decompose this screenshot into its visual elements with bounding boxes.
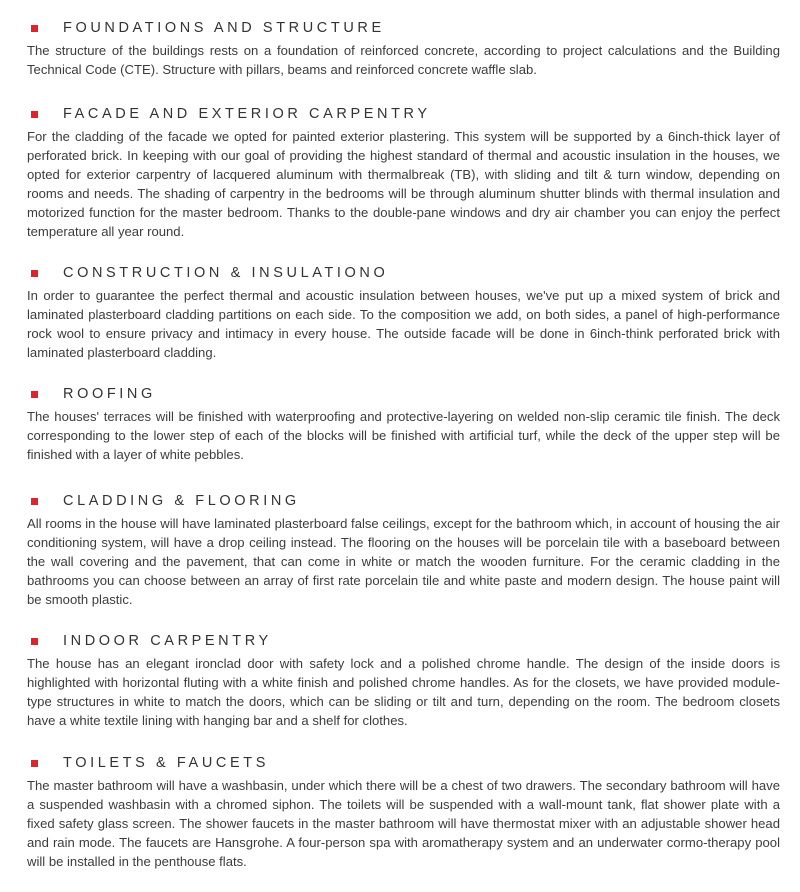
section-title: CLADDING & FLOORING: [63, 493, 300, 509]
red-square-bullet-icon: [31, 760, 38, 767]
section-heading: [27, 263, 782, 283]
section-body: The house has an elegant ironclad door with safety lock and a polished chrome handle. The design of the inside doors is highlighted with horizontal fluting with a white finish and polished chrome handles. As for the closets, we have provided module-type structures in white to match the doors, which can be sliding or tilt and turn, depending on the room. The bedroom closets have a white textile lining with hanging bar and a shelf for clothes.: [27, 656, 780, 728]
section-foundations-and-structure: [27, 18, 782, 104]
section-body: For the cladding of the facade we opted for painted exterior plastering. This system will be supported by a 6inch-thick layer of perforated brick. In keeping with our goal of providing the highest standard of thermal and acoustic insulation in the houses, we opted for exterior carpentry of lacquered aluminum with thermalbreak (TB), with sliding and tilt & turn window, depending on rooms and needs. The shading of carpentry in the bedrooms will be through aluminum shutter blinds with thermal insulation and motorized function for the master bedroom. Thanks to the double-pane windows and dry air chamber you can enjoy the perfect temperature all year round.: [27, 129, 780, 239]
section-title: CONSTRUCTION & INSULATIONO: [63, 265, 389, 281]
section-body: The master bathroom will have a washbasin, under which there will be a chest of two drawers. The secondary bathroom will have a suspended washbasin with a chromed siphon. The toilets will be suspended with a wall-mount tank, flat shower plate with a fixed safety glass screen. The shower faucets in the master bathroom will have thermostat mixer with an adjustable shower head and rain mode. The faucets are Hansgrohe. A four-person spa with aromatherapy system and an underwater cormo-therapy pool will be installed in the penthouse flats.: [27, 778, 780, 869]
red-square-bullet-icon: [31, 498, 38, 505]
section-heading: [27, 753, 782, 773]
section-title: ROOFING: [63, 386, 156, 402]
section-indoor-carpentry: [27, 631, 782, 753]
section-heading: [27, 384, 782, 404]
section-heading: [27, 631, 782, 651]
section-heading: [27, 491, 782, 511]
section-body: The houses' terraces will be finished with waterproofing and protective-layering on welded non-slip ceramic tile finish. The deck corresponding to the lower step of each of the blocks will be finished with artificial turf, while the deck of the upper step will be finished with a layer of white pebbles.: [27, 409, 780, 462]
red-square-bullet-icon: [31, 111, 38, 118]
red-square-bullet-icon: [31, 391, 38, 398]
section-title: TOILETS & FAUCETS: [63, 755, 269, 771]
red-square-bullet-icon: [31, 270, 38, 277]
section-construction-and-insulation: [27, 263, 782, 384]
section-title: FOUNDATIONS AND STRUCTURE: [63, 20, 385, 36]
section-heading: [27, 104, 782, 124]
section-title: INDOOR CARPENTRY: [63, 633, 272, 649]
section-body: In order to guarantee the perfect thermal and acoustic insulation between houses, we've put up a mixed system of brick and laminated plasterboard cladding partitions on each side. To the composition we add, on both sides, a panel of high-performance rock wool to ensure privacy and intimacy in every house. The outside facade will be done in 6inch-think perforated brick with laminated plasterboard cladding.: [27, 288, 780, 360]
section-title: FACADE AND EXTERIOR CARPENTRY: [63, 106, 431, 122]
section-toilets-and-faucets: [27, 753, 782, 869]
section-roofing: [27, 384, 782, 491]
section-body: The structure of the buildings rests on a foundation of reinforced concrete, according to project calculations and the Building Technical Code (CTE). Structure with pillars, beams and reinforced concrete waffle slab.: [27, 43, 780, 77]
section-facade-and-exterior-carpentry: [27, 104, 782, 263]
section-cladding-and-flooring: [27, 491, 782, 631]
section-heading: [27, 18, 782, 38]
red-square-bullet-icon: [31, 638, 38, 645]
red-square-bullet-icon: [31, 25, 38, 32]
section-body: All rooms in the house will have laminated plasterboard false ceilings, except for the bathroom which, in account of housing the air conditioning system, will have a drop ceiling instead. The flooring on the houses will be porcelain tile with a baseboard between the wall covering and the pavement, that can come in white or match the wooden furniture. For the ceramic cladding in the bathrooms you can choose between an array of first rate porcelain tile and white paste and modern design. The house paint will be smooth plastic.: [27, 516, 780, 607]
